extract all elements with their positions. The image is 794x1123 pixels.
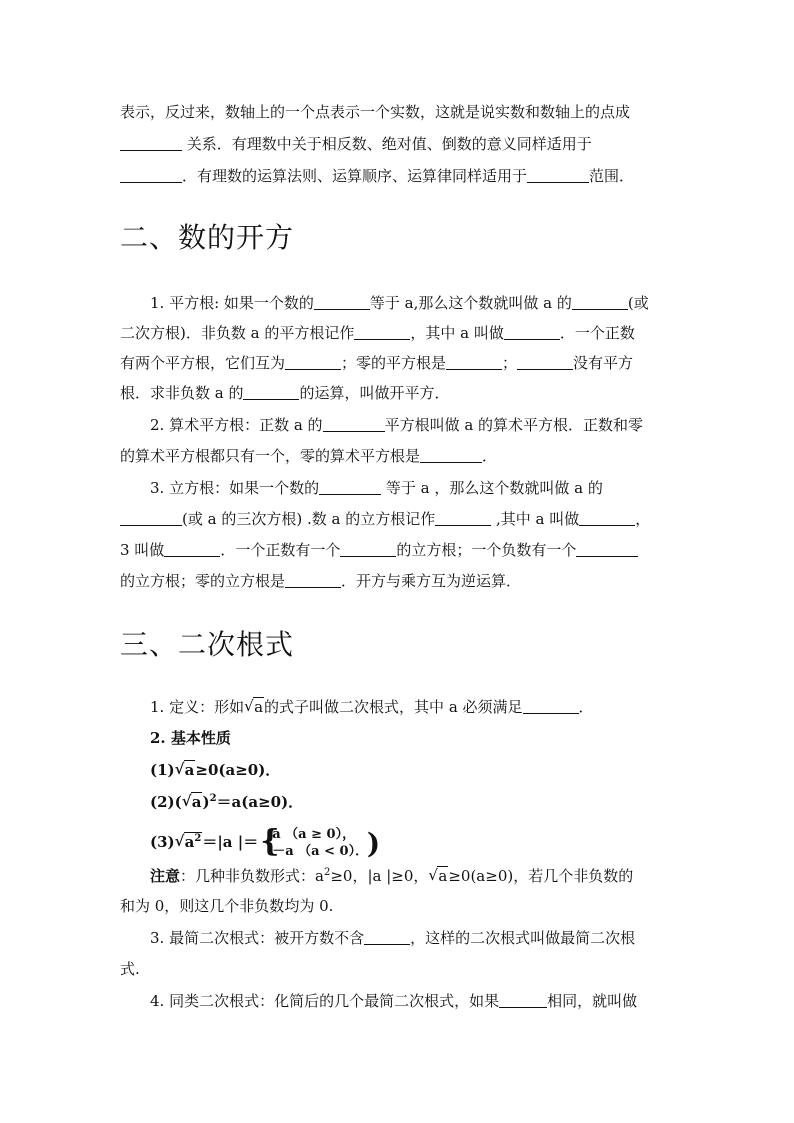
s2-p3-line-2 [120, 509, 676, 529]
text: 1. 平方根: 如果一个数的 [150, 294, 314, 312]
superscript: 2 [323, 867, 331, 878]
text: ,其中 a 叫做 [491, 510, 580, 528]
fill-blank[interactable] [523, 699, 579, 714]
case-rows [270, 826, 368, 860]
sqrt-expression [182, 792, 203, 812]
text: ．开方与乘方互为逆运算． [341, 572, 522, 590]
text: ，这样的二次根式叫做最简二次根 [410, 929, 636, 947]
fill-blank[interactable] [364, 930, 410, 945]
case-2: －a （a < 0）． [272, 844, 369, 859]
case-1: a （a ≥ 0）， [272, 827, 356, 842]
text: ．有理数的运算法则、运算顺序、运算律同样适用于 [182, 167, 528, 185]
piecewise-cases [260, 824, 381, 860]
text: 相同，就叫做 [547, 992, 638, 1010]
text: 3 叫做 [120, 541, 165, 559]
text: ． [482, 447, 498, 465]
text: 的立方根；一个负数有一个 [396, 541, 577, 559]
text: ，其中 a 叫做 [410, 324, 504, 342]
s3-property-3 [150, 826, 676, 862]
text: 有两个平方根，它们互为 [120, 354, 286, 372]
note-label: 注意 [150, 867, 181, 885]
superscript: 2 [194, 833, 202, 844]
s2-p1-line-1 [150, 293, 676, 313]
fill-blank[interactable] [446, 355, 502, 370]
text: 的运算，叫做开平方． [299, 384, 450, 402]
section-heading-2: 二、数的开方 [120, 221, 295, 254]
text: (3) [150, 833, 175, 851]
text: a [184, 833, 195, 851]
fill-blank[interactable] [319, 480, 381, 495]
text: 表示，反过来，数轴上的一个点表示一个实数，这就是说实数和数轴上的点成 [120, 103, 631, 121]
text: ＝|a |＝ [202, 833, 259, 851]
fill-blank[interactable] [120, 136, 182, 151]
s3-p3-line-2: 式. [120, 960, 140, 978]
sqrt-expression [175, 760, 196, 780]
radical-sign-icon: √ [174, 760, 185, 778]
s3-note-line-2: 和为 0，则这几个非负数均为 0. [120, 897, 334, 915]
fill-blank[interactable] [527, 168, 589, 183]
left-brace-icon: { [260, 824, 280, 859]
text: ， [635, 510, 651, 528]
text: 关系．有理数中关于相反数、绝对值、倒数的意义同样适用于 [182, 135, 592, 153]
text: ．一个正数 [559, 324, 635, 342]
text: ＝a(a≥0)． [216, 793, 304, 811]
text: 3. 立方根：如果一个数的 [150, 479, 320, 497]
fill-blank[interactable] [120, 511, 182, 526]
sqrt-expression [175, 832, 203, 852]
superscript: 2 [209, 793, 217, 804]
text: ≥0(a≥0)，若几个非负数的 [448, 867, 634, 885]
text: 1. 定义：形如 [150, 698, 245, 716]
sqrt-expression [244, 697, 264, 717]
text: ； [502, 354, 518, 372]
fill-blank[interactable] [285, 355, 341, 370]
text: (2)( [150, 793, 182, 811]
s3-basic-properties: 2. 基本性质 [150, 729, 231, 747]
fill-blank[interactable] [340, 542, 396, 557]
text: 的算术平方根都只有一个，零的算术平方根是 [120, 447, 421, 465]
text: (1) [150, 761, 175, 779]
radicand: a [184, 761, 195, 779]
fill-blank[interactable] [243, 385, 299, 400]
text: 2. 算术平方根：正数 a 的 [150, 416, 323, 434]
fill-blank[interactable] [572, 295, 628, 310]
text: (或 a 的三次方根) .数 a 的立方根记作 [182, 510, 436, 528]
fill-blank[interactable] [517, 355, 573, 370]
text: 根．求非负数 a 的 [120, 384, 244, 402]
fill-blank[interactable] [499, 993, 547, 1008]
fill-blank[interactable] [164, 542, 220, 557]
text: 平方根叫做 a 的算术平方根．正数和零 [384, 416, 644, 434]
s2-p2-line-1 [150, 415, 676, 435]
radical-sign-icon: √ [244, 697, 254, 715]
intro-line-2 [120, 134, 676, 154]
text: 4. 同类二次根式：化简后的几个最简二次根式，如果 [150, 992, 500, 1010]
radical-sign-icon: √ [181, 792, 192, 810]
intro-line-3 [120, 166, 676, 186]
s3-property-2 [150, 792, 676, 812]
right-paren-icon: ) [366, 827, 381, 860]
radical-sign-icon: √ [174, 832, 185, 850]
s3-property-1 [150, 760, 676, 780]
fill-blank[interactable] [504, 325, 560, 340]
intro-line-1 [120, 102, 676, 122]
s2-p1-line-2 [120, 323, 676, 343]
s2-p1-line-4 [120, 383, 676, 403]
s2-p1-line-3 [120, 353, 676, 373]
s2-p3-line-1 [150, 478, 676, 498]
s2-p2-line-2 [120, 446, 676, 466]
text: ：几种非负数形式：a [180, 867, 324, 885]
text: 二次方根)．非负数 a 的平方根记作 [120, 324, 355, 342]
fill-blank[interactable] [314, 295, 370, 310]
text: 范围． [589, 167, 635, 185]
fill-blank[interactable] [576, 542, 638, 557]
text: ；零的平方根是 [341, 354, 447, 372]
section-heading-3: 三、二次根式 [120, 628, 295, 661]
radicand: a [191, 793, 202, 811]
text: 等于 a,那么这个数就叫做 a 的 [369, 294, 572, 312]
radicand: a [438, 867, 448, 885]
fill-blank[interactable] [579, 511, 635, 526]
s3-definition [150, 697, 676, 717]
radicand: a [254, 698, 264, 716]
text: 的立方根；零的立方根是 [120, 572, 286, 590]
fill-blank[interactable] [323, 417, 385, 432]
text: 没有平方 [573, 354, 634, 372]
s3-p4-line-1 [150, 991, 676, 1011]
fill-blank[interactable] [435, 511, 491, 526]
radicand [184, 832, 203, 851]
text: 的式子叫做二次根式，其中 a 必须满足 [264, 698, 523, 716]
text: 等于 a ，那么这个数就叫做 a 的 [381, 479, 603, 497]
sqrt-expression [428, 866, 448, 886]
text: ． [578, 698, 594, 716]
radical-sign-icon: √ [428, 866, 438, 884]
fill-blank[interactable] [120, 168, 182, 183]
s2-p3-line-3 [120, 540, 676, 560]
text: ≥0，|a |≥0， [330, 867, 429, 885]
s3-note-line-1 [150, 866, 676, 886]
s3-p3-line-1 [150, 928, 676, 948]
text: (或 [627, 294, 649, 312]
text: ≥0(a≥0)． [195, 761, 281, 779]
text: ) [202, 793, 210, 811]
fill-blank[interactable] [285, 573, 341, 588]
fill-blank[interactable] [354, 325, 410, 340]
s2-p3-line-4 [120, 571, 676, 591]
text: 3. 最简二次根式：被开方数不含 [150, 929, 365, 947]
fill-blank[interactable] [420, 448, 482, 463]
text: ．一个正数有一个 [220, 541, 341, 559]
